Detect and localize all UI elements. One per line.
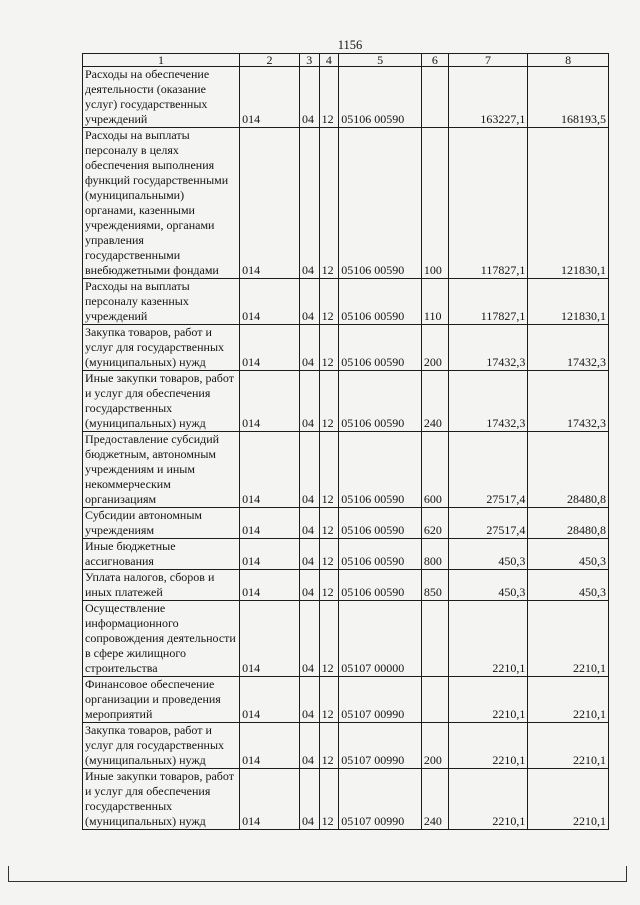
column-header: 4 (319, 54, 339, 67)
target-article-cell: 05106 00590 (339, 508, 422, 539)
row-name-cell: Финансовое обеспечение организации и проведения мероприятий (83, 677, 240, 723)
section-code-cell: 04 (299, 371, 319, 432)
expense-type-cell: 850 (421, 570, 448, 601)
row-name-cell: Иные закупки товаров, работ и услуг для обеспечения государственных (муниципальных) нужд (83, 769, 240, 830)
target-article-cell: 05107 00990 (339, 769, 422, 830)
amount-year-1-cell: 2210,1 (448, 723, 528, 769)
section-code-cell: 04 (299, 570, 319, 601)
target-article-cell: 05106 00590 (339, 325, 422, 371)
target-article-cell: 05106 00590 (339, 371, 422, 432)
column-header-row (83, 54, 609, 67)
expense-type-cell: 800 (421, 539, 448, 570)
budget-table (82, 53, 609, 830)
row-name-cell: Уплата налогов, сборов и иных платежей (83, 570, 240, 601)
amount-year-2-cell: 17432,3 (528, 325, 609, 371)
table-row (83, 570, 609, 601)
scan-border-line (626, 866, 627, 882)
ved-code-cell: 014 (240, 769, 300, 830)
target-article-cell: 05107 00990 (339, 723, 422, 769)
column-header: 1 (83, 54, 240, 67)
target-article-cell: 05106 00590 (339, 128, 422, 279)
subsection-code-cell: 12 (319, 128, 339, 279)
amount-year-1-cell: 163227,1 (448, 67, 528, 128)
expense-type-cell (421, 601, 448, 677)
amount-year-2-cell: 121830,1 (528, 128, 609, 279)
table-row (83, 677, 609, 723)
table-row (83, 769, 609, 830)
section-code-cell: 04 (299, 279, 319, 325)
table-row (83, 723, 609, 769)
subsection-code-cell: 12 (319, 279, 339, 325)
amount-year-1-cell: 117827,1 (448, 279, 528, 325)
amount-year-2-cell: 121830,1 (528, 279, 609, 325)
ved-code-cell: 014 (240, 432, 300, 508)
amount-year-1-cell: 2210,1 (448, 769, 528, 830)
expense-type-cell (421, 677, 448, 723)
amount-year-1-cell: 450,3 (448, 539, 528, 570)
scan-border-line (8, 881, 626, 882)
column-header: 7 (448, 54, 528, 67)
table-row (83, 539, 609, 570)
section-code-cell: 04 (299, 601, 319, 677)
expense-type-cell: 240 (421, 769, 448, 830)
ved-code-cell: 014 (240, 67, 300, 128)
table-row (83, 432, 609, 508)
column-header: 8 (528, 54, 609, 67)
expense-type-cell: 620 (421, 508, 448, 539)
column-header: 2 (240, 54, 300, 67)
section-code-cell: 04 (299, 67, 319, 128)
target-article-cell: 05106 00590 (339, 539, 422, 570)
ved-code-cell: 014 (240, 723, 300, 769)
ved-code-cell: 014 (240, 601, 300, 677)
ved-code-cell: 014 (240, 325, 300, 371)
row-name-cell: Расходы на выплаты персоналу казенных учреждений (83, 279, 240, 325)
subsection-code-cell: 12 (319, 325, 339, 371)
table-row (83, 508, 609, 539)
scan-border-line (8, 866, 9, 882)
table-row (83, 325, 609, 371)
subsection-code-cell: 12 (319, 677, 339, 723)
ved-code-cell: 014 (240, 371, 300, 432)
amount-year-2-cell: 2210,1 (528, 601, 609, 677)
expense-type-cell: 200 (421, 723, 448, 769)
subsection-code-cell: 12 (319, 67, 339, 128)
column-header: 6 (421, 54, 448, 67)
table-row (83, 67, 609, 128)
table-row (83, 601, 609, 677)
amount-year-2-cell: 17432,3 (528, 371, 609, 432)
amount-year-2-cell: 168193,5 (528, 67, 609, 128)
expense-type-cell: 600 (421, 432, 448, 508)
target-article-cell: 05106 00590 (339, 432, 422, 508)
amount-year-2-cell: 28480,8 (528, 508, 609, 539)
amount-year-1-cell: 450,3 (448, 570, 528, 601)
expense-type-cell: 110 (421, 279, 448, 325)
subsection-code-cell: 12 (319, 539, 339, 570)
target-article-cell: 05106 00590 (339, 67, 422, 128)
expense-type-cell: 240 (421, 371, 448, 432)
table-row (83, 371, 609, 432)
section-code-cell: 04 (299, 432, 319, 508)
row-name-cell: Расходы на выплаты персоналу в целях обеспечения выполнения функций государственными (муниципальными) органами, казенными учреждениями, органами управления государственными внебюджетными фондами (83, 128, 240, 279)
table-row (83, 279, 609, 325)
subsection-code-cell: 12 (319, 601, 339, 677)
target-article-cell: 05106 00590 (339, 279, 422, 325)
section-code-cell: 04 (299, 769, 319, 830)
row-name-cell: Субсидии автономным учреждениям (83, 508, 240, 539)
amount-year-2-cell: 2210,1 (528, 723, 609, 769)
table-row (83, 128, 609, 279)
amount-year-1-cell: 17432,3 (448, 325, 528, 371)
ved-code-cell: 014 (240, 279, 300, 325)
row-name-cell: Осуществление информационного сопровождения деятельности в сфере жилищного строительства (83, 601, 240, 677)
row-name-cell: Иные закупки товаров, работ и услуг для обеспечения государственных (муниципальных) нужд (83, 371, 240, 432)
expense-type-cell (421, 67, 448, 128)
column-header: 5 (339, 54, 422, 67)
amount-year-1-cell: 2210,1 (448, 677, 528, 723)
subsection-code-cell: 12 (319, 432, 339, 508)
target-article-cell: 05107 00000 (339, 601, 422, 677)
row-name-cell: Предоставление субсидий бюджетным, автономным учреждениям и иным некоммерческим организациям (83, 432, 240, 508)
row-name-cell: Иные бюджетные ассигнования (83, 539, 240, 570)
amount-year-1-cell: 17432,3 (448, 371, 528, 432)
subsection-code-cell: 12 (319, 570, 339, 601)
amount-year-2-cell: 450,3 (528, 570, 609, 601)
section-code-cell: 04 (299, 508, 319, 539)
target-article-cell: 05107 00990 (339, 677, 422, 723)
ved-code-cell: 014 (240, 570, 300, 601)
ved-code-cell: 014 (240, 677, 300, 723)
column-header: 3 (299, 54, 319, 67)
subsection-code-cell: 12 (319, 723, 339, 769)
section-code-cell: 04 (299, 723, 319, 769)
row-name-cell: Закупка товаров, работ и услуг для государственных (муниципальных) нужд (83, 723, 240, 769)
subsection-code-cell: 12 (319, 508, 339, 539)
amount-year-2-cell: 2210,1 (528, 677, 609, 723)
amount-year-2-cell: 450,3 (528, 539, 609, 570)
ved-code-cell: 014 (240, 508, 300, 539)
table-body (83, 67, 609, 830)
ved-code-cell: 014 (240, 128, 300, 279)
amount-year-1-cell: 117827,1 (448, 128, 528, 279)
amount-year-2-cell: 2210,1 (528, 769, 609, 830)
section-code-cell: 04 (299, 128, 319, 279)
section-code-cell: 04 (299, 677, 319, 723)
section-code-cell: 04 (299, 539, 319, 570)
amount-year-1-cell: 27517,4 (448, 508, 528, 539)
row-name-cell: Закупка товаров, работ и услуг для государственных (муниципальных) нужд (83, 325, 240, 371)
subsection-code-cell: 12 (319, 769, 339, 830)
subsection-code-cell: 12 (319, 371, 339, 432)
row-name-cell: Расходы на обеспечение деятельности (оказание услуг) государственных учреждений (83, 67, 240, 128)
page-number: 1156 (337, 38, 363, 52)
amount-year-2-cell: 28480,8 (528, 432, 609, 508)
expense-type-cell: 100 (421, 128, 448, 279)
amount-year-1-cell: 2210,1 (448, 601, 528, 677)
target-article-cell: 05106 00590 (339, 570, 422, 601)
ved-code-cell: 014 (240, 539, 300, 570)
expense-type-cell: 200 (421, 325, 448, 371)
section-code-cell: 04 (299, 325, 319, 371)
amount-year-1-cell: 27517,4 (448, 432, 528, 508)
